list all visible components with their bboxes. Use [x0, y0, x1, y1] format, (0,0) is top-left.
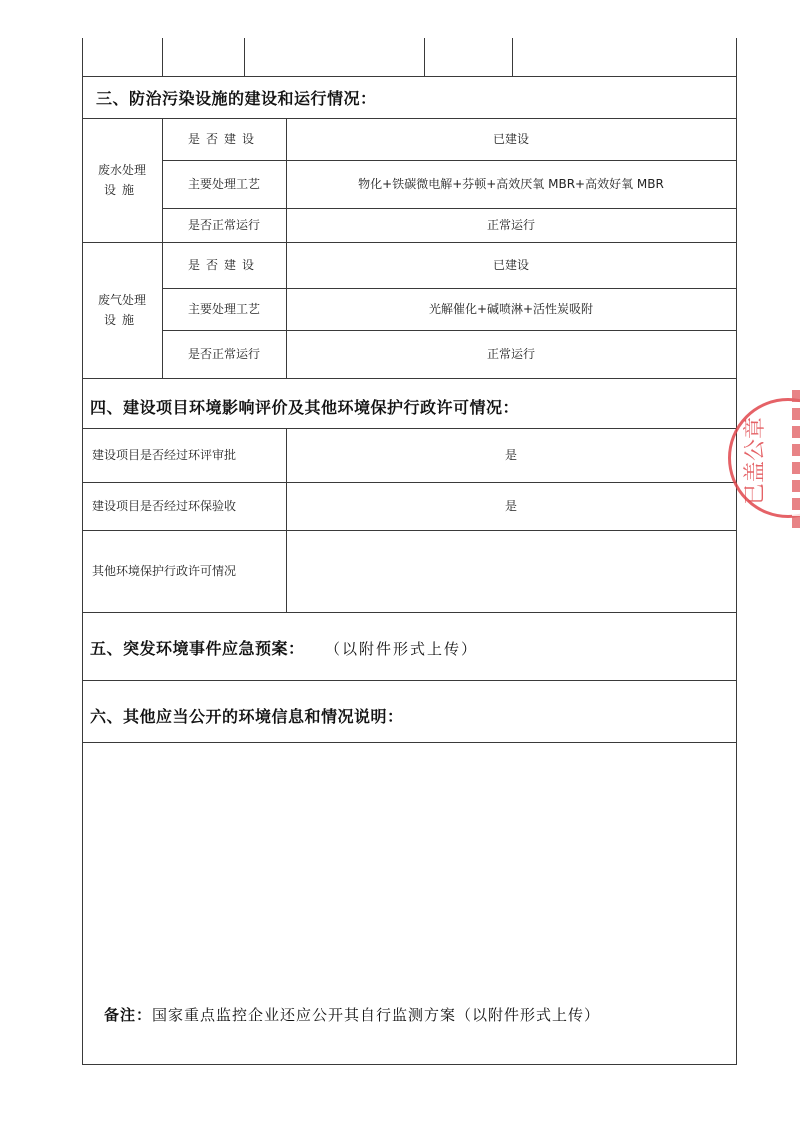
env-acceptance-value: 是	[504, 499, 517, 513]
ww-running-label: 是否正常运行	[187, 218, 260, 232]
wastewater-label-line2: 设施	[103, 183, 140, 197]
remark-label: 备注：	[104, 1006, 153, 1024]
top-row-divider-4	[512, 38, 513, 76]
wg-process-label: 主要处理工艺	[187, 302, 260, 316]
wg-running-value: 正常运行	[486, 347, 535, 361]
remark	[104, 1004, 600, 1025]
section5-note: （以附件形式上传）	[332, 640, 479, 658]
section6-title: 六、其他应当公开的环境信息和情况说明：	[90, 707, 404, 726]
section5-bottom	[82, 680, 737, 681]
ww-running-value: 正常运行	[486, 218, 535, 232]
ww-build-value: 已建设	[492, 132, 529, 146]
wastegas-group-label	[82, 242, 162, 378]
wastegas-label-line1: 废气处理	[97, 293, 146, 307]
env-acceptance-label: 建设项目是否经过环保验收	[92, 499, 237, 513]
other-permits-value	[286, 530, 736, 612]
page-seam-stamp-edge	[792, 390, 800, 530]
ww-process-label: 主要处理工艺	[187, 177, 260, 191]
official-seal-text: 已盖公章	[743, 416, 768, 505]
table-right-border	[736, 38, 737, 1064]
wastewater-label-line1: 废水处理	[97, 163, 146, 177]
ww-build-label: 是否建设	[187, 132, 260, 146]
section5-title-text: 五、突发环境事件应急预案：	[90, 639, 305, 658]
section4-title: 四、建设项目环境影响评价及其他环境保护行政许可情况：	[90, 398, 520, 417]
wg-build-label: 是否建设	[187, 258, 260, 272]
eia-approval-label: 建设项目是否经过环评审批	[92, 448, 237, 462]
top-row-divider-1	[162, 38, 163, 76]
section5-title	[90, 636, 478, 659]
wg-group-bottom	[82, 378, 737, 379]
wastewater-group-label	[82, 118, 162, 242]
other-permits-label: 其他环境保护行政许可情况	[92, 564, 237, 578]
wastegas-label-line2: 设施	[103, 313, 140, 327]
table-bottom-border	[82, 1064, 737, 1065]
wg-process-value: 光解催化+碱喷淋+活性炭吸附	[428, 302, 594, 316]
wg-running-label: 是否正常运行	[187, 347, 260, 361]
section3-title: 三、防治污染设施的建设和运行情况：	[96, 89, 377, 108]
ww-process-value: 物化+铁碳微电解+芬顿+高效厌氧 MBR+高效好氧 MBR	[358, 177, 664, 191]
top-row-divider-2	[244, 38, 245, 76]
top-row-bottom	[82, 76, 737, 77]
wg-build-value: 已建设	[492, 258, 529, 272]
remark-text: 国家重点监控企业还应公开其自行监测方案（以附件形式上传）	[152, 1006, 601, 1024]
section6-title-bottom	[82, 742, 737, 743]
sec4-row3-bottom	[82, 612, 737, 613]
eia-approval-value: 是	[504, 448, 517, 462]
top-row-divider-3	[424, 38, 425, 76]
